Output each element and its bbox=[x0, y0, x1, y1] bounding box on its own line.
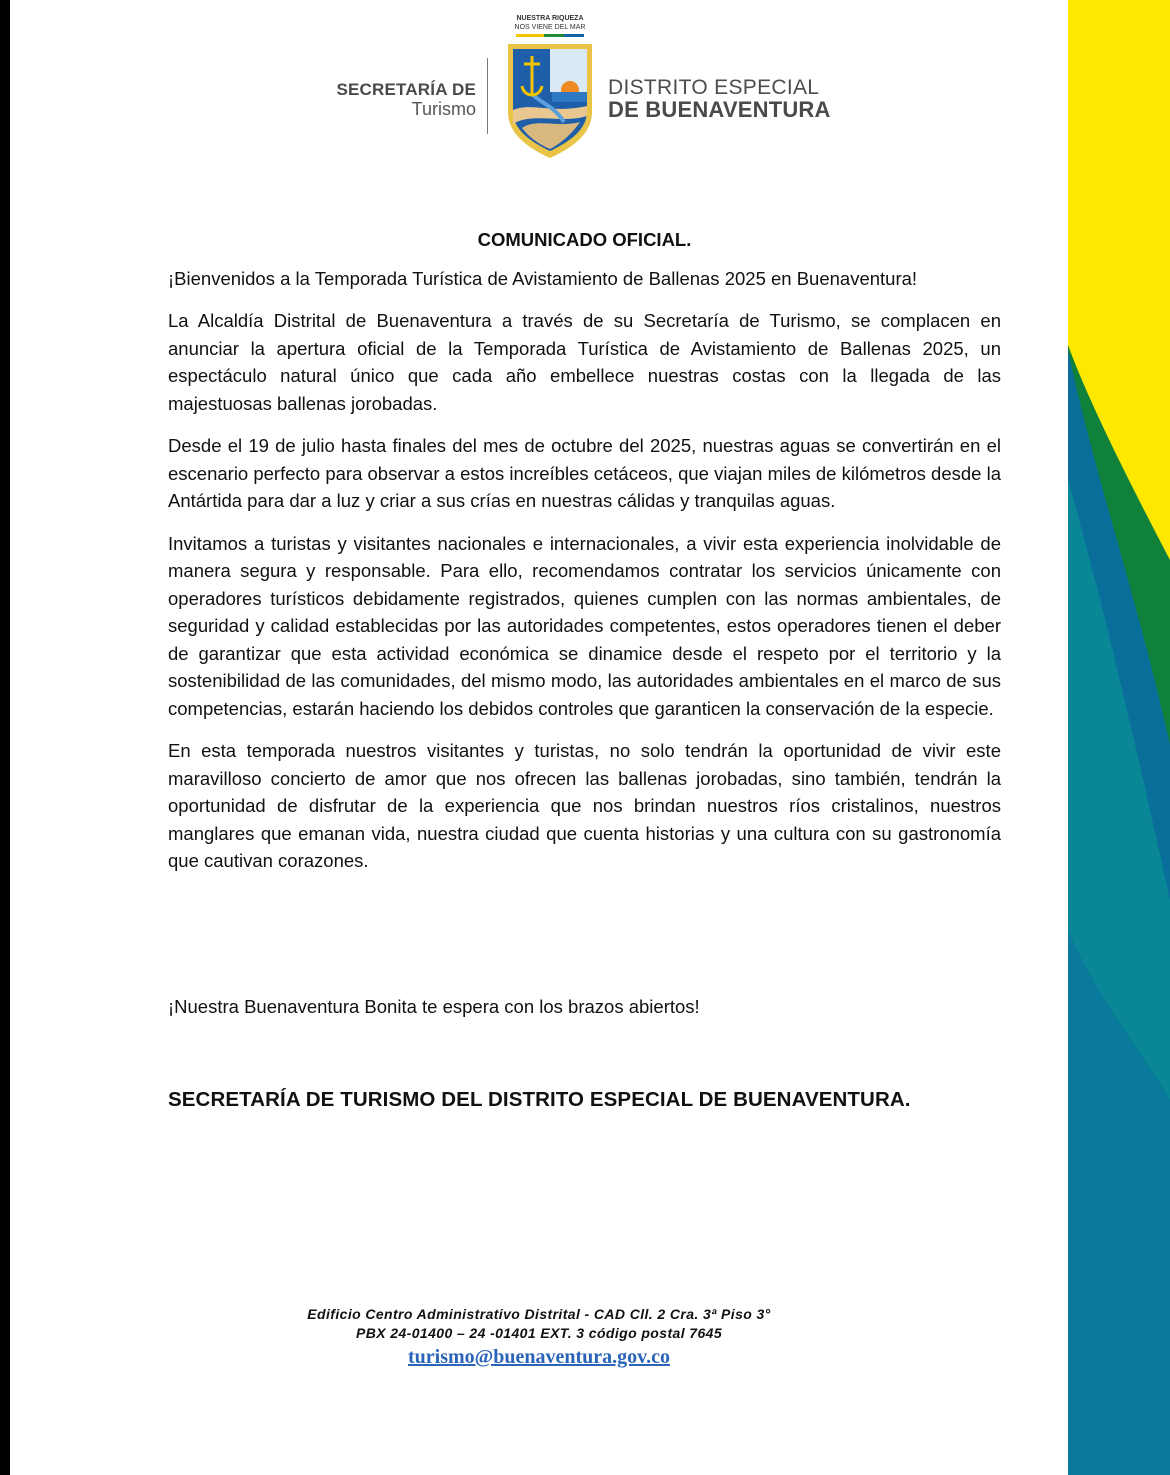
district-name-line-2: DE BUENAVENTURA bbox=[608, 97, 831, 122]
document-page bbox=[10, 0, 1170, 1475]
footer-email-link[interactable]: turismo@buenaventura.gov.co bbox=[408, 1346, 670, 1368]
document-title: COMUNICADO OFICIAL. bbox=[477, 229, 692, 250]
decorative-color-stripe bbox=[1068, 0, 1170, 1475]
slogan-line-2: NOS VIENE DEL MAR bbox=[514, 24, 586, 31]
page-footer bbox=[10, 1305, 1068, 1369]
slogan-line-1: NUESTRA RIQUEZA bbox=[516, 15, 584, 22]
communique-body bbox=[168, 226, 1001, 890]
secretaria-title: SECRETARÍA DE bbox=[336, 80, 476, 99]
closing-line: ¡Nuestra Buenaventura Bonita te espera con los brazos abiertos! bbox=[168, 996, 700, 1017]
signature-line: SECRETARÍA DE TURISMO DEL DISTRITO ESPECIAL DE BUENAVENTURA. bbox=[168, 1088, 911, 1111]
paragraph-recommendations: Invitamos a turistas y visitantes nacionales e internacionales, a vivir esta experiencia inolvidable de manera segura y responsable. Para ello, recomendamos contratar los servicios únicamente con operadores turísticos debidamente registrados, quienes cumplen con las normas ambientales, de seguridad y calidad establecidas por las autoridades competentes, estos operadores tienen el deber de garantizar que esta actividad económica se dinamice desde el respeto por el territorio y la sostenibilidad de las comunidades, del mismo modo, las autoridades ambientales en el marco de sus competencias, estarán haciendo los debidos controles que garanticen la conservación de la especie. bbox=[168, 532, 1001, 719]
letterhead bbox=[10, 0, 1068, 170]
footer-address: Edificio Centro Administrativo Distrital - CAD Cll. 2 Cra. 3ª Piso 3° bbox=[307, 1306, 771, 1322]
district-name-line-1: DISTRITO ESPECIAL bbox=[608, 76, 820, 99]
footer-phone: PBX 24-01400 – 24 -01401 EXT. 3 código postal 7645 bbox=[355, 1325, 723, 1341]
paragraph-announcement: La Alcaldía Distrital de Buenaventura a través de su Secretaría de Turismo, se complacen en anunciar la apertura oficial de la Temporada Turística de Avistamiento de Ballenas 2025, un espectáculo natural único que cada año embellece nuestras costas con la llegada de las majestuosas ballenas jorobadas. bbox=[168, 310, 1001, 414]
paragraph-welcome: ¡Bienvenidos a la Temporada Turística de Avistamiento de Ballenas 2025 en Buenaventura! bbox=[168, 267, 918, 289]
secretaria-subtitle: Turismo bbox=[411, 99, 476, 119]
buenaventura-shield-icon bbox=[502, 32, 598, 160]
paragraph-season-dates: Desde el 19 de julio hasta finales del mes de octubre del 2025, nuestras aguas se convertirán en el escenario perfecto para observar a estos increíbles cetáceos, que viajan miles de kilómetros desde la Antártida para dar a luz y criar a sus crías en nuestras cálidas y tranquilas aguas. bbox=[168, 435, 1001, 511]
paragraph-experience: En esta temporada nuestros visitantes y turistas, no solo tendrán la oportunidad de vivir este maravilloso concierto de amor que nos ofrecen las ballenas jorobadas, sino también, tendrán la oportunidad de disfrutar de la experiencia que nos brindan nuestros ríos cristalinos, nuestros manglares que emanan vida, nuestra ciudad que cuenta historias y una cultura con su gastronomía que cautivan corazones. bbox=[168, 740, 1001, 871]
header-divider bbox=[487, 58, 488, 134]
